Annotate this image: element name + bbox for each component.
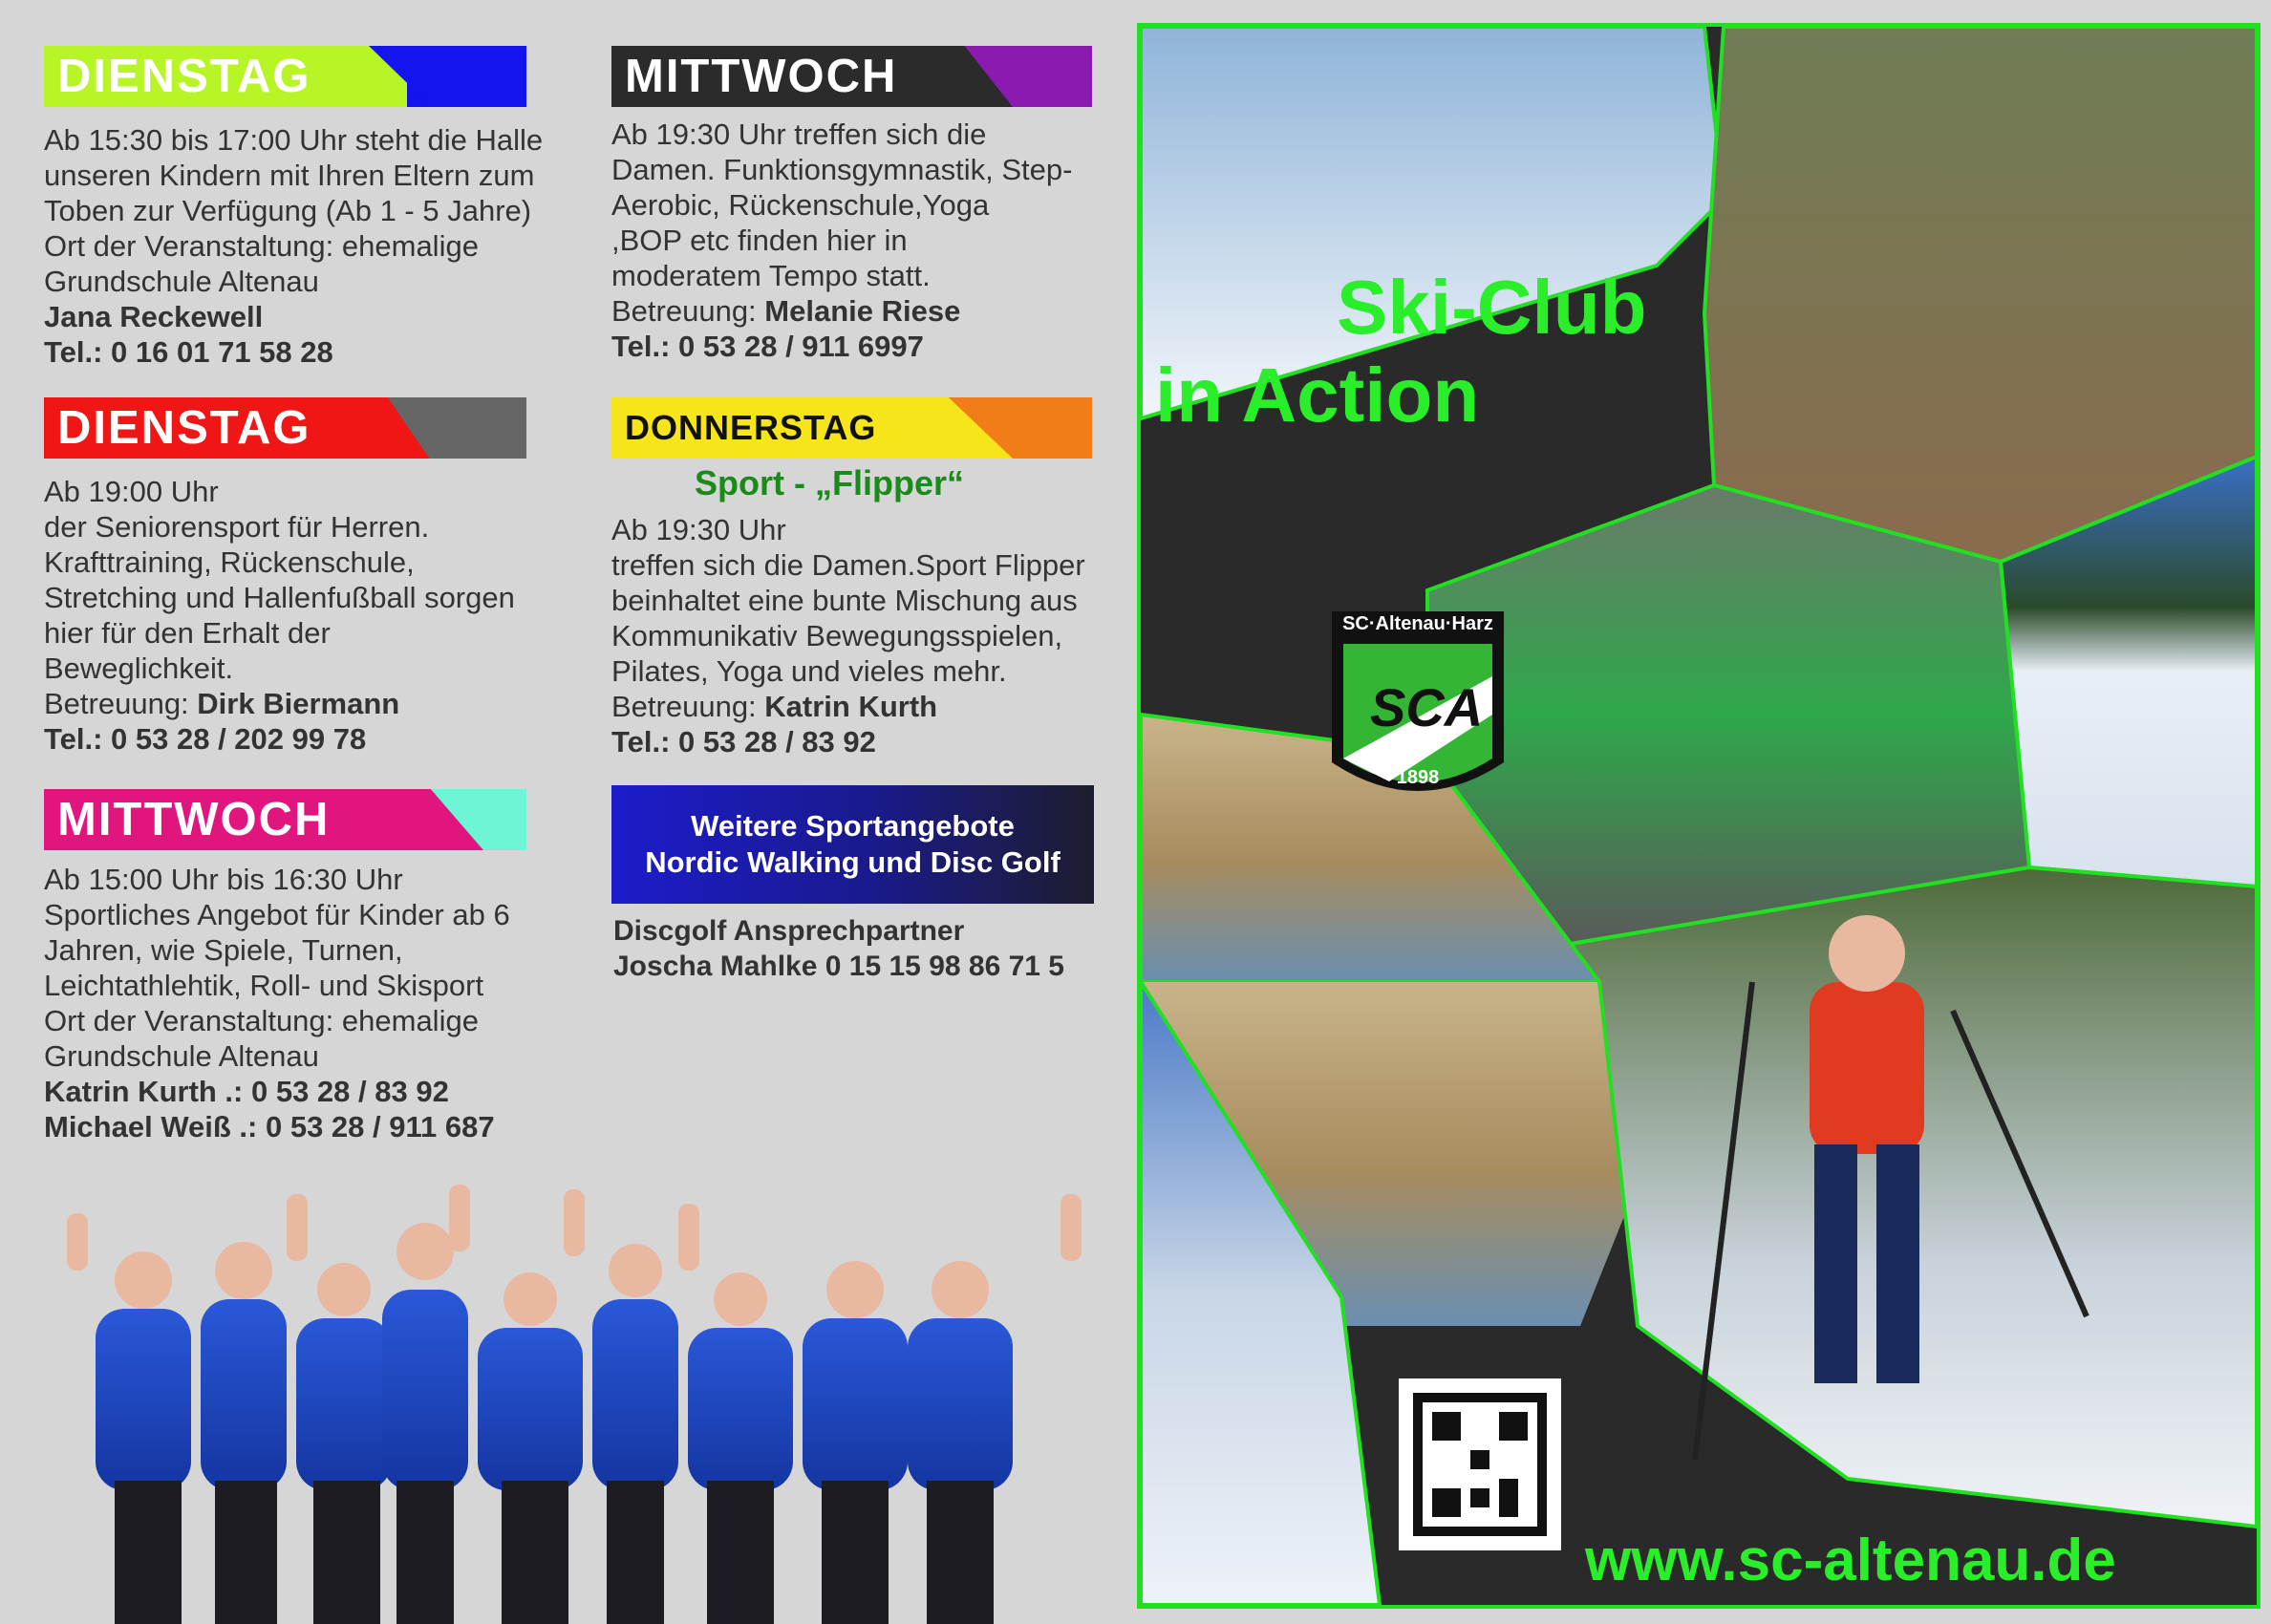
text-donnerstag — [611, 512, 1127, 759]
discgolf-title: Discgolf Ansprechpartner — [613, 915, 965, 947]
logo-year: 1898 — [1396, 767, 1440, 788]
text-line: Krafttraining, Rückenschule, — [44, 545, 415, 579]
banner-dienstag-seniors — [44, 397, 526, 459]
contact-phone: Tel.: 0 53 28 / 911 6997 — [611, 330, 924, 363]
banner-label: DIENSTAG — [57, 51, 311, 102]
contact-phone: Tel.: 0 53 28 / 202 99 78 — [44, 722, 367, 756]
club-website[interactable]: www.sc-altenau.de — [1585, 1528, 2116, 1593]
text-line: unseren Kindern mit Ihren Eltern zum — [44, 159, 535, 192]
text-line: Damen. Funktionsgymnastik, Step- — [611, 153, 1073, 186]
care-name: Katrin Kurth — [764, 690, 938, 723]
discgolf-name-phone: Joscha Mahlke 0 15 15 98 86 71 5 — [613, 951, 1064, 982]
contact-line: Michael Weiß .: 0 53 28 / 911 687 — [44, 1110, 495, 1143]
text-line: Ort der Veranstaltung: ehemalige — [44, 229, 479, 263]
subtitle-flipper: Sport - „Flipper“ — [695, 463, 964, 502]
text-line: Jahren, wie Spiele, Turnen, — [44, 933, 403, 967]
group-photo — [67, 1185, 1099, 1624]
contact-name: Jana Reckewell — [44, 300, 264, 333]
text-line: Ort der Veranstaltung: ehemalige — [44, 1004, 479, 1037]
banner-label: MITTWOCH — [625, 51, 898, 102]
care-line — [44, 686, 598, 721]
banner-donnerstag — [611, 397, 1092, 459]
banner-mittwoch-kids — [44, 789, 526, 850]
text-line: Toben zur Verfügung (Ab 1 - 5 Jahre) — [44, 194, 532, 227]
text-line: beinhaltet eine bunte Mischung aus — [611, 584, 1078, 617]
more-sports-line: Weitere Sportangebote — [691, 809, 1015, 843]
text-line: Beweglichkeit. — [44, 652, 234, 685]
care-name: Melanie Riese — [764, 294, 961, 328]
text-line: ,BOP etc finden hier in — [611, 224, 908, 257]
care-line — [611, 293, 1127, 329]
text-dienstag-kids — [44, 122, 598, 370]
banner-dienstag-kids — [44, 46, 526, 107]
photo-collage — [1141, 27, 2257, 1605]
text-line: Grundschule Altenau — [44, 1039, 319, 1073]
text-line: treffen sich die Damen.Sport Flipper — [611, 548, 1085, 582]
text-line: der Seniorensport für Herren. — [44, 510, 430, 544]
text-line: Pilates, Yoga und vieles mehr. — [611, 654, 1007, 688]
text-dienstag-seniors — [44, 474, 598, 757]
text-mittwoch-kids — [44, 862, 598, 1144]
care-name: Dirk Biermann — [197, 687, 400, 720]
text-line: Leichtathlehtik, Roll- und Skisport — [44, 969, 484, 1002]
text-line: hier für den Erhalt der — [44, 616, 331, 650]
text-line: Ab 19:30 Uhr treffen sich die — [611, 118, 987, 151]
panel-title-line2: in Action — [1155, 353, 1480, 438]
care-prefix: Betreuung: — [44, 687, 198, 720]
contact-phone: Tel.: 0 53 28 / 83 92 — [611, 725, 876, 759]
text-line: Grundschule Altenau — [44, 265, 319, 298]
logo-top-text: SC·Altenau·Harz — [1342, 613, 1493, 634]
banner-label: DIENSTAG — [57, 402, 311, 454]
more-sports-line: Nordic Walking und Disc Golf — [645, 845, 1061, 879]
text-line: Kommunikativ Bewegungsspielen, — [611, 619, 1063, 652]
discgolf-contact — [613, 913, 1129, 984]
ski-club-panel — [1137, 23, 2260, 1609]
text-mittwoch-ladies — [611, 117, 1127, 364]
banner-mittwoch-ladies — [611, 46, 1092, 107]
banner-label: DONNERSTAG — [625, 408, 877, 447]
text-line: Ab 15:30 bis 17:00 Uhr steht die Halle — [44, 123, 544, 157]
text-line: Ab 19:30 Uhr — [611, 513, 786, 546]
logo-letters: SCA — [1370, 677, 1484, 737]
more-sports-box — [611, 785, 1094, 904]
panel-title-line1: Ski-Club — [1337, 265, 1647, 350]
text-line: moderatem Tempo statt. — [611, 259, 931, 292]
text-line: Sportliches Angebot für Kinder ab 6 — [44, 898, 510, 931]
banner-label: MITTWOCH — [57, 794, 331, 845]
care-prefix: Betreuung: — [611, 690, 765, 723]
text-line: Aerobic, Rückenschule,Yoga — [611, 188, 990, 222]
text-line: Ab 19:00 Uhr — [44, 475, 219, 508]
qr-code — [1399, 1378, 1561, 1550]
care-prefix: Betreuung: — [611, 294, 765, 328]
care-line — [611, 689, 1127, 724]
text-line: Stretching und Hallenfußball sorgen — [44, 581, 515, 614]
contact-phone: Tel.: 0 16 01 71 58 28 — [44, 335, 333, 369]
contact-line: Katrin Kurth .: 0 53 28 / 83 92 — [44, 1075, 449, 1108]
text-line: Ab 15:00 Uhr bis 16:30 Uhr — [44, 863, 403, 896]
